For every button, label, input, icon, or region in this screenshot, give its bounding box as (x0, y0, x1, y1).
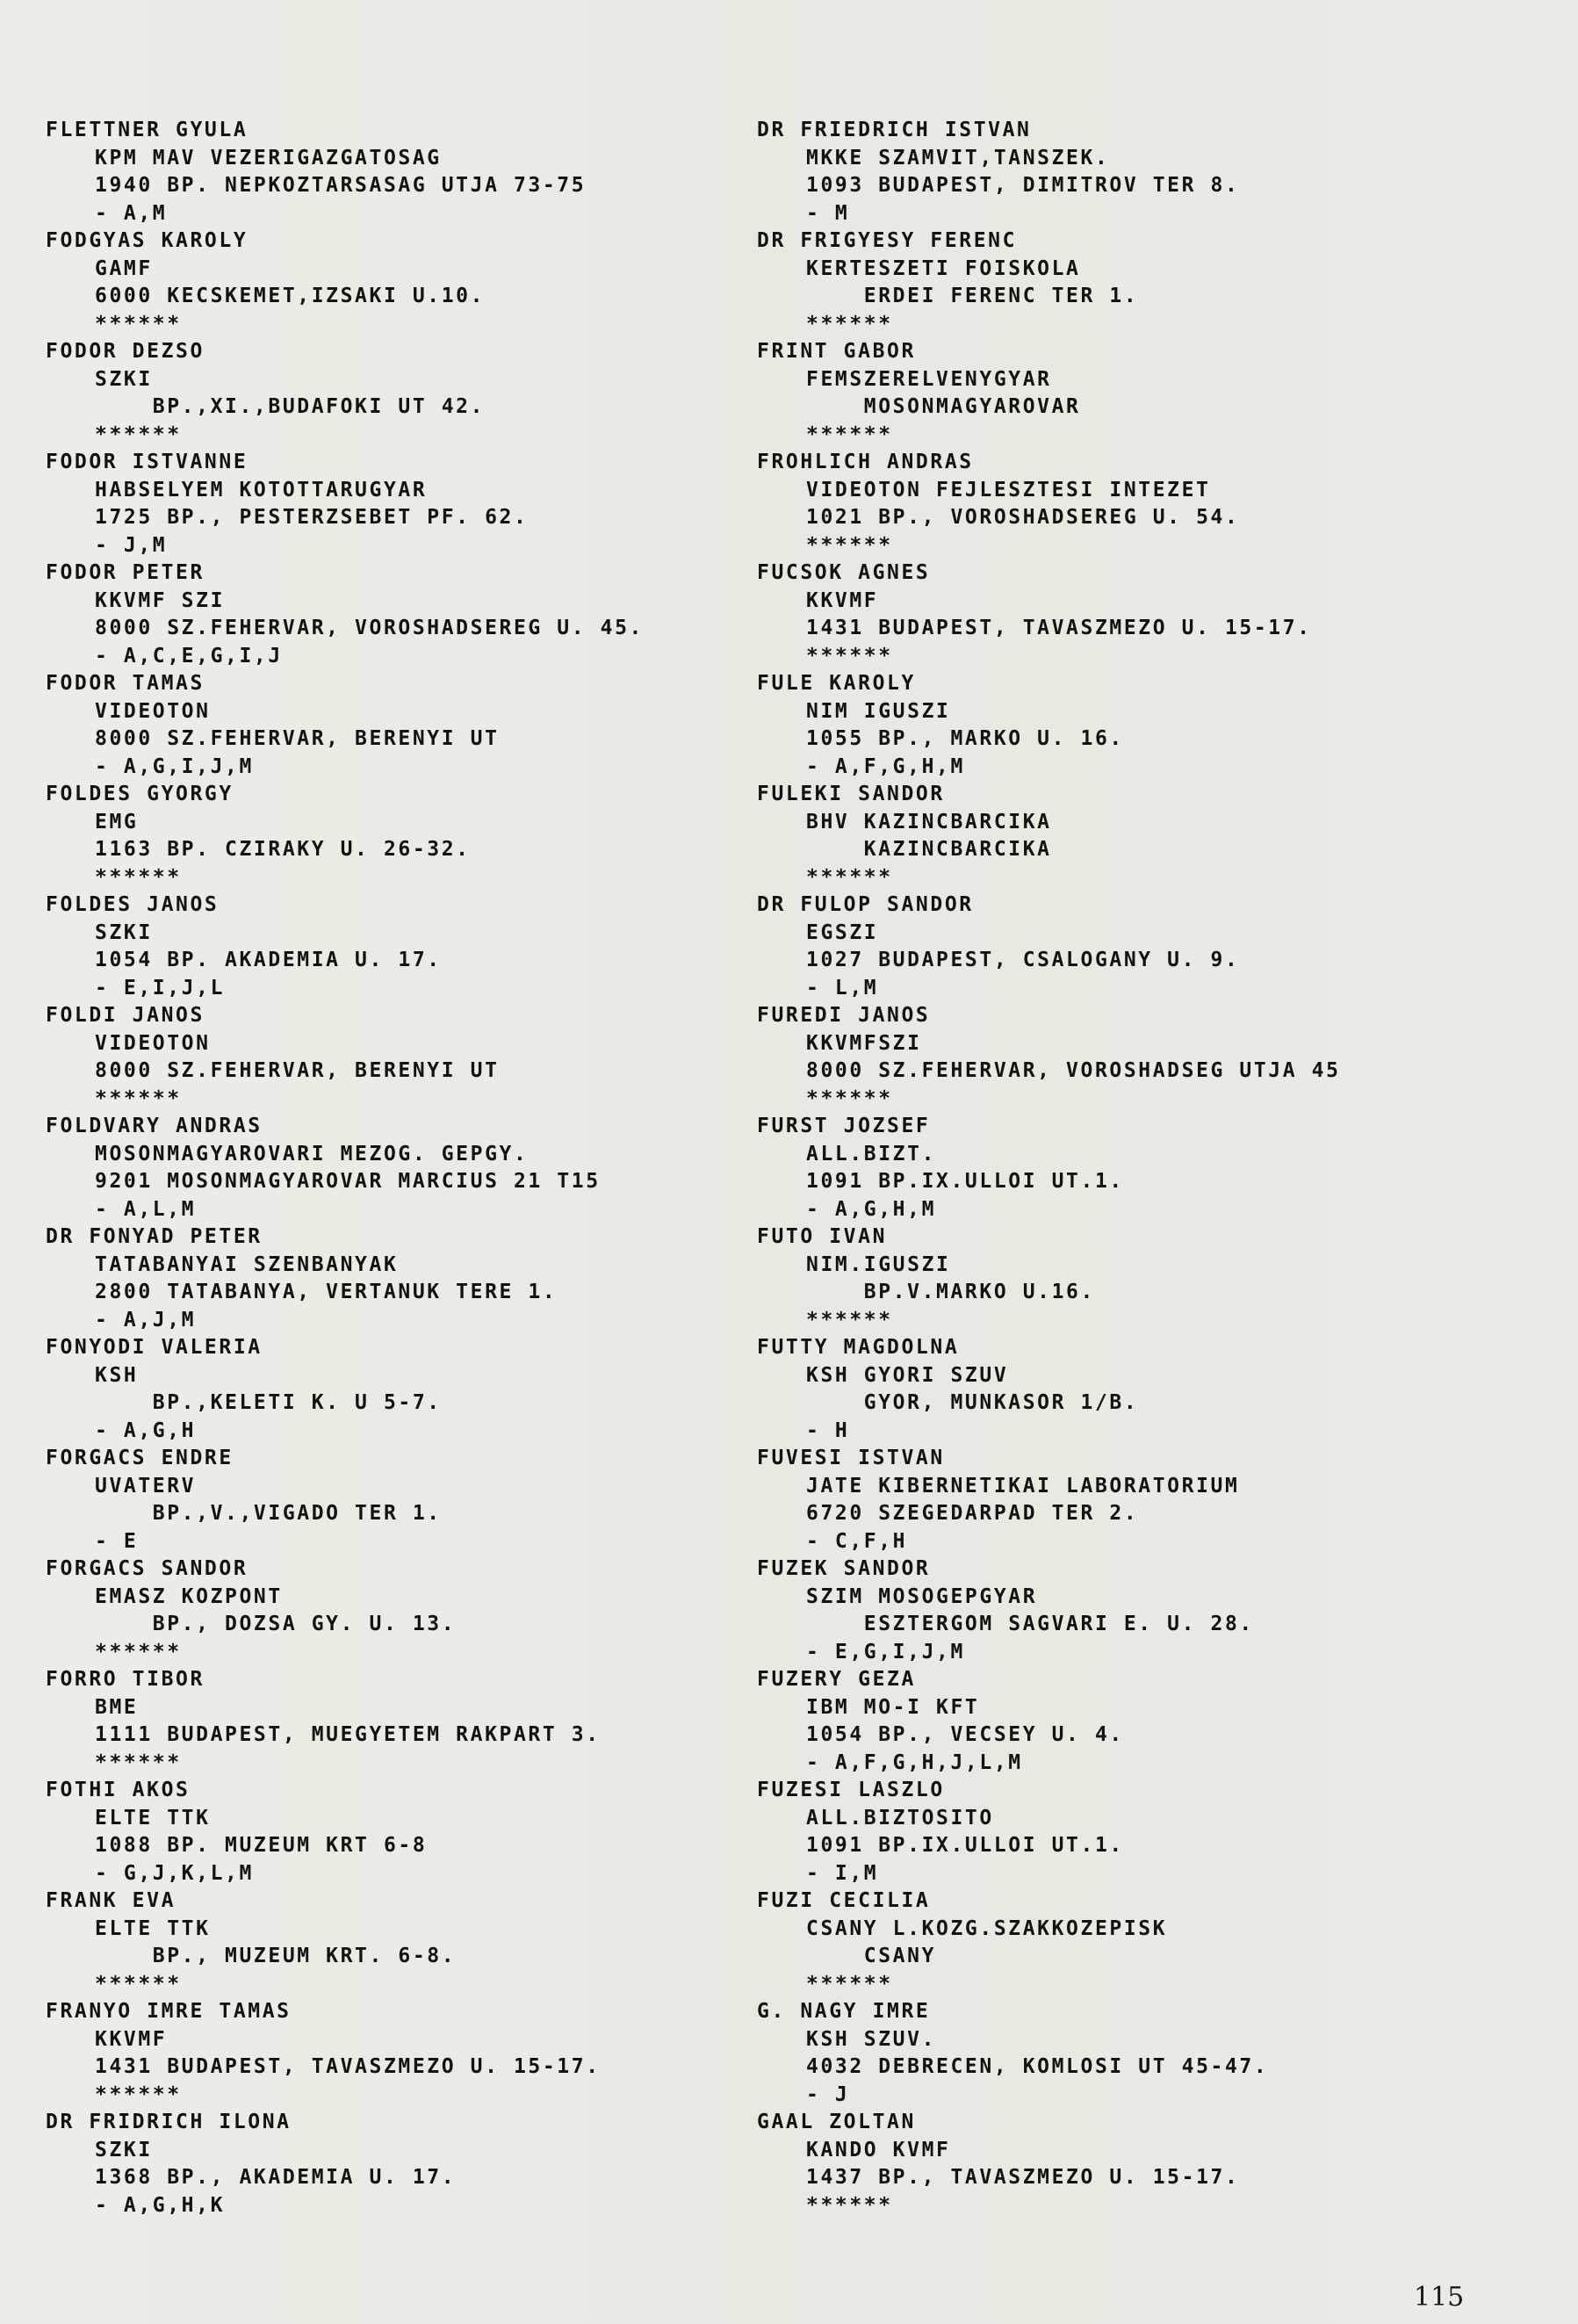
entry-name: DR FONYAD PETER (46, 1225, 263, 1248)
entry-organization: UVATERV (95, 1474, 197, 1498)
entry-name: GAAL ZOLTAN (757, 2111, 916, 2133)
directory-entry (46, 1002, 748, 1113)
entry-name: FOLDES GYORGY (46, 783, 234, 805)
entry-name: FUZERY GEZA (757, 1668, 916, 1691)
entry-name: DR FRIEDRICH ISTVAN (757, 119, 1032, 141)
entry-organization: SZIM MOSOGEPGYAR (806, 1584, 1038, 1608)
entry-organization: MKKE SZAMVIT,TANSZEK. (806, 146, 1110, 170)
entry-organization: IBM MO-I KFT (806, 1695, 980, 1719)
entry-organization: KKVMF (806, 588, 879, 612)
entry-name: FODGYAS KAROLY (46, 229, 249, 252)
entry-address: 8000 SZ.FEHERVAR, BERENYI UT (95, 727, 500, 750)
entry-organization: EGSZI (806, 920, 879, 944)
directory-entry (757, 1445, 1459, 1555)
entry-codes: - E,I,J,L (95, 976, 226, 1000)
entry-name: FORGACS ENDRE (46, 1447, 234, 1469)
entry-name: FLETTNER GYULA (46, 119, 249, 141)
entry-address: 1088 BP. MUZEUM KRT 6-8 (95, 1834, 428, 1857)
entry-name: FULEKI SANDOR (757, 783, 945, 805)
entry-address: 4032 DEBRECEN, KOMLOSI UT 45-47. (806, 2055, 1269, 2078)
entry-codes: - A,G,H (95, 1418, 197, 1442)
entry-codes: ****** (806, 1308, 893, 1332)
entry-name: FOLDI JANOS (46, 1004, 205, 1027)
entry-organization: CSANY L.KOZG.SZAKKOZEPISK (806, 1916, 1168, 1940)
entry-name: FODOR PETER (46, 561, 205, 584)
directory-entry (46, 1445, 748, 1555)
directory-entry (46, 781, 748, 891)
entry-codes: ****** (806, 2193, 893, 2217)
entry-organization: KKVMF SZI (95, 588, 226, 612)
entry-address: 1055 BP., MARKO U. 16. (806, 727, 1124, 750)
entry-name: FURST JOZSEF (757, 1115, 931, 1137)
entry-name: FUVESI ISTVAN (757, 1447, 945, 1469)
entry-organization: KKVMF (95, 2027, 168, 2051)
entry-address: 8000 SZ.FEHERVAR, VOROSHADSEG UTJA 45 (806, 1059, 1341, 1082)
entry-organization: VIDEOTON FEJLESZTESI INTEZET (806, 478, 1211, 502)
left-column (46, 117, 748, 2219)
entry-address: 1111 BUDAPEST, MUEGYETEM RAKPART 3. (95, 1723, 601, 1746)
entry-address: ERDEI FERENC TER 1. (806, 285, 1139, 307)
entry-name: FROHLICH ANDRAS (757, 451, 974, 473)
entry-codes: ****** (95, 312, 182, 336)
directory-entry (46, 227, 748, 338)
directory-entry (46, 117, 748, 227)
entry-name: FOTHI AKOS (46, 1779, 191, 1801)
entry-codes: - A,F,G,H,J,L,M (806, 1750, 1023, 1774)
entry-name: FRANK EVA (46, 1889, 177, 1912)
entry-name: FONYODI VALERIA (46, 1336, 263, 1359)
entry-address: KAZINCBARCIKA (806, 838, 1052, 861)
entry-name: FORRO TIBOR (46, 1668, 205, 1691)
entry-organization: EMASZ KOZPONT (95, 1584, 283, 1608)
directory-entry (46, 1555, 748, 1666)
entry-organization: ALL.BIZTOSITO (806, 1806, 994, 1830)
entry-address: 1027 BUDAPEST, CSALOGANY U. 9. (806, 949, 1240, 971)
entry-address: 1091 BP.IX.ULLOI UT.1. (806, 1834, 1124, 1857)
entry-address: 1725 BP., PESTERZSEBET PF. 62. (95, 506, 529, 529)
entry-address: GYOR, MUNKASOR 1/B. (806, 1391, 1139, 1414)
entry-address: 1091 BP.IX.ULLOI UT.1. (806, 1170, 1124, 1193)
directory-entry (757, 117, 1459, 227)
entry-name: FUZI CECILIA (757, 1889, 931, 1912)
entry-organization: NIM.IGUSZI (806, 1252, 951, 1276)
entry-name: FODOR ISTVANNE (46, 451, 249, 473)
entry-codes: ****** (95, 1750, 182, 1774)
entry-name: FOLDES JANOS (46, 893, 220, 916)
entry-address: 6000 KECSKEMET,IZSAKI U.10. (95, 285, 486, 307)
directory-entry (757, 891, 1459, 1002)
entry-codes: - J,M (95, 533, 168, 557)
entry-organization: MOSONMAGYAROVARI MEZOG. GEPGY. (95, 1142, 529, 1166)
entry-organization: NIM IGUSZI (806, 699, 951, 723)
directory-entry (46, 2109, 748, 2219)
entry-organization: SZKI (95, 2138, 153, 2162)
directory-entry (46, 1777, 748, 1887)
entry-codes: - E,G,I,J,M (806, 1640, 965, 1664)
entry-codes: ****** (806, 533, 893, 557)
entry-codes: ****** (95, 1086, 182, 1110)
entry-organization: TATABANYAI SZENBANYAK (95, 1252, 399, 1276)
entry-address: 9201 MOSONMAGYAROVAR MARCIUS 21 T15 (95, 1170, 601, 1193)
entry-name: FUTTY MAGDOLNA (757, 1336, 960, 1359)
entry-codes: - L,M (806, 976, 879, 1000)
directory-entry (46, 1223, 748, 1334)
entry-codes: - A,G,H,K (95, 2193, 226, 2217)
directory-entry (757, 1998, 1459, 2109)
entry-codes: - A,G,H,M (806, 1197, 937, 1221)
directory-entry (757, 338, 1459, 449)
directory-entry (757, 781, 1459, 891)
directory-entry (757, 449, 1459, 559)
entry-organization: VIDEOTON (95, 1031, 211, 1055)
entry-name: FUTO IVAN (757, 1225, 888, 1248)
entry-organization: BME (95, 1695, 139, 1719)
entry-codes: ****** (95, 2082, 182, 2106)
entry-address: 1093 BUDAPEST, DIMITROV TER 8. (806, 174, 1240, 197)
entry-organization: KSH (95, 1363, 139, 1387)
entry-organization: JATE KIBERNETIKAI LABORATORIUM (806, 1474, 1240, 1498)
entry-organization: SZKI (95, 367, 153, 391)
directory-entry (757, 1666, 1459, 1777)
entry-codes: - H (806, 1418, 850, 1442)
directory-entry (46, 449, 748, 559)
entry-organization: ALL.BIZT. (806, 1142, 937, 1166)
entry-name: FRINT GABOR (757, 340, 916, 363)
entry-address: 2800 TATABANYA, VERTANUK TERE 1. (95, 1281, 558, 1303)
directory-entry (46, 670, 748, 781)
entry-organization: EMG (95, 810, 139, 834)
entry-name: G. NAGY IMRE (757, 2000, 931, 2023)
entry-codes: - C,F,H (806, 1529, 908, 1553)
entry-organization: KSH GYORI SZUV (806, 1363, 1009, 1387)
entry-organization: KPM MAV VEZERIGAZGATOSAG (95, 146, 442, 170)
entry-organization: ELTE TTK (95, 1916, 211, 1940)
entry-address: CSANY (806, 1945, 937, 1967)
directory-entry (757, 1555, 1459, 1666)
entry-name: DR FRIGYESY FERENC (757, 229, 1018, 252)
entry-codes: - A,M (95, 201, 168, 225)
entry-address: 1021 BP., VOROSHADSEREG U. 54. (806, 506, 1240, 529)
entry-codes: ****** (95, 1972, 182, 1996)
entry-codes: - M (806, 201, 850, 225)
entry-address: MOSONMAGYAROVAR (806, 395, 1081, 418)
entry-name: FORGACS SANDOR (46, 1557, 249, 1580)
entry-address: 8000 SZ.FEHERVAR, VOROSHADSEREG U. 45. (95, 617, 644, 639)
entry-name: FUCSOK AGNES (757, 561, 931, 584)
entry-name: FUREDI JANOS (757, 1004, 931, 1027)
entry-codes: ****** (95, 865, 182, 889)
directory-entry (757, 670, 1459, 781)
entry-address: BP.,V.,VIGADO TER 1. (95, 1502, 442, 1525)
entry-address: ESZTERGOM SAGVARI E. U. 28. (806, 1613, 1254, 1635)
directory-entry (757, 1334, 1459, 1445)
entry-name: DR FULOP SANDOR (757, 893, 974, 916)
entry-address: 8000 SZ.FEHERVAR, BERENYI UT (95, 1059, 500, 1082)
entry-codes: - J (806, 2082, 850, 2106)
entry-address: BP.,KELETI K. U 5-7. (95, 1391, 442, 1414)
entry-name: FODOR TAMAS (46, 672, 205, 695)
entry-address: 1163 BP. CZIRAKY U. 26-32. (95, 838, 471, 861)
directory-entry (46, 1998, 748, 2109)
entry-codes: - E (95, 1529, 139, 1553)
directory-entry (757, 1777, 1459, 1887)
entry-address: BP., DOZSA GY. U. 13. (95, 1613, 457, 1635)
entry-codes: - A,L,M (95, 1197, 197, 1221)
entry-address: 6720 SZEGEDARPAD TER 2. (806, 1502, 1139, 1525)
entry-codes: - G,J,K,L,M (95, 1861, 254, 1885)
right-column (757, 117, 1459, 2219)
entry-name: FRANYO IMRE TAMAS (46, 2000, 292, 2023)
entry-organization: KERTESZETI FOISKOLA (806, 256, 1081, 280)
entry-address: 1431 BUDAPEST, TAVASZMEZO U. 15-17. (95, 2055, 601, 2078)
entry-address: 1940 BP. NEPKOZTARSASAG UTJA 73-75 (95, 174, 587, 197)
entry-codes: - A,C,E,G,I,J (95, 644, 283, 668)
directory-entry (46, 1113, 748, 1223)
entry-address: 1368 BP., AKADEMIA U. 17. (95, 2166, 457, 2189)
entry-codes: - A,J,M (95, 1308, 197, 1332)
entry-organization: GAMF (95, 256, 153, 280)
directory-entry (757, 1223, 1459, 1334)
entry-name: FUZEK SANDOR (757, 1557, 931, 1580)
entry-organization: KKVMFSZI (806, 1031, 922, 1055)
page-number: 115 (1414, 2282, 1465, 2313)
entry-address: BP.V.MARKO U.16. (806, 1281, 1095, 1303)
entry-codes: - A,G,I,J,M (95, 754, 254, 778)
entry-address: 1431 BUDAPEST, TAVASZMEZO U. 15-17. (806, 617, 1312, 639)
directory-entry (757, 227, 1459, 338)
entry-name: FULE KAROLY (757, 672, 916, 695)
entry-codes: ****** (806, 865, 893, 889)
directory-entry (46, 338, 748, 449)
entry-organization: VIDEOTON (95, 699, 211, 723)
entry-organization: KSH SZUV. (806, 2027, 937, 2051)
entry-address: 1054 BP., VECSEY U. 4. (806, 1723, 1124, 1746)
entry-address: BP., MUZEUM KRT. 6-8. (95, 1945, 457, 1967)
entry-organization: KANDO KVMF (806, 2138, 951, 2162)
directory-entry (757, 1887, 1459, 1998)
directory-entry (46, 1666, 748, 1777)
entry-organization: FEMSZERELVENYGYAR (806, 367, 1052, 391)
entry-organization: HABSELYEM KOTOTTARUGYAR (95, 478, 428, 502)
entry-organization: SZKI (95, 920, 153, 944)
entry-name: FUZESI LASZLO (757, 1779, 945, 1801)
entry-organization: BHV KAZINCBARCIKA (806, 810, 1052, 834)
directory-entry (757, 2109, 1459, 2219)
entry-codes: ****** (95, 1640, 182, 1664)
entry-codes: ****** (806, 312, 893, 336)
entry-address: 1437 BP., TAVASZMEZO U. 15-17. (806, 2166, 1240, 2189)
directory-entry (46, 559, 748, 670)
directory-entry (46, 1334, 748, 1445)
directory-entry (757, 1113, 1459, 1223)
entry-codes: ****** (806, 1972, 893, 1996)
entry-name: DR FRIDRICH ILONA (46, 2111, 292, 2133)
entry-codes: ****** (806, 1086, 893, 1110)
entry-codes: - A,F,G,H,M (806, 754, 965, 778)
directory-entry (46, 891, 748, 1002)
entry-name: FOLDVARY ANDRAS (46, 1115, 263, 1137)
entry-codes: ****** (95, 422, 182, 446)
directory-entry (46, 1887, 748, 1998)
entry-name: FODOR DEZSO (46, 340, 205, 363)
entry-organization: ELTE TTK (95, 1806, 211, 1830)
directory-entry (757, 1002, 1459, 1113)
entry-codes: ****** (806, 644, 893, 668)
entry-address: 1054 BP. AKADEMIA U. 17. (95, 949, 442, 971)
entry-address: BP.,XI.,BUDAFOKI UT 42. (95, 395, 486, 418)
entry-codes: - I,M (806, 1861, 879, 1885)
directory-entry (757, 559, 1459, 670)
entry-codes: ****** (806, 422, 893, 446)
